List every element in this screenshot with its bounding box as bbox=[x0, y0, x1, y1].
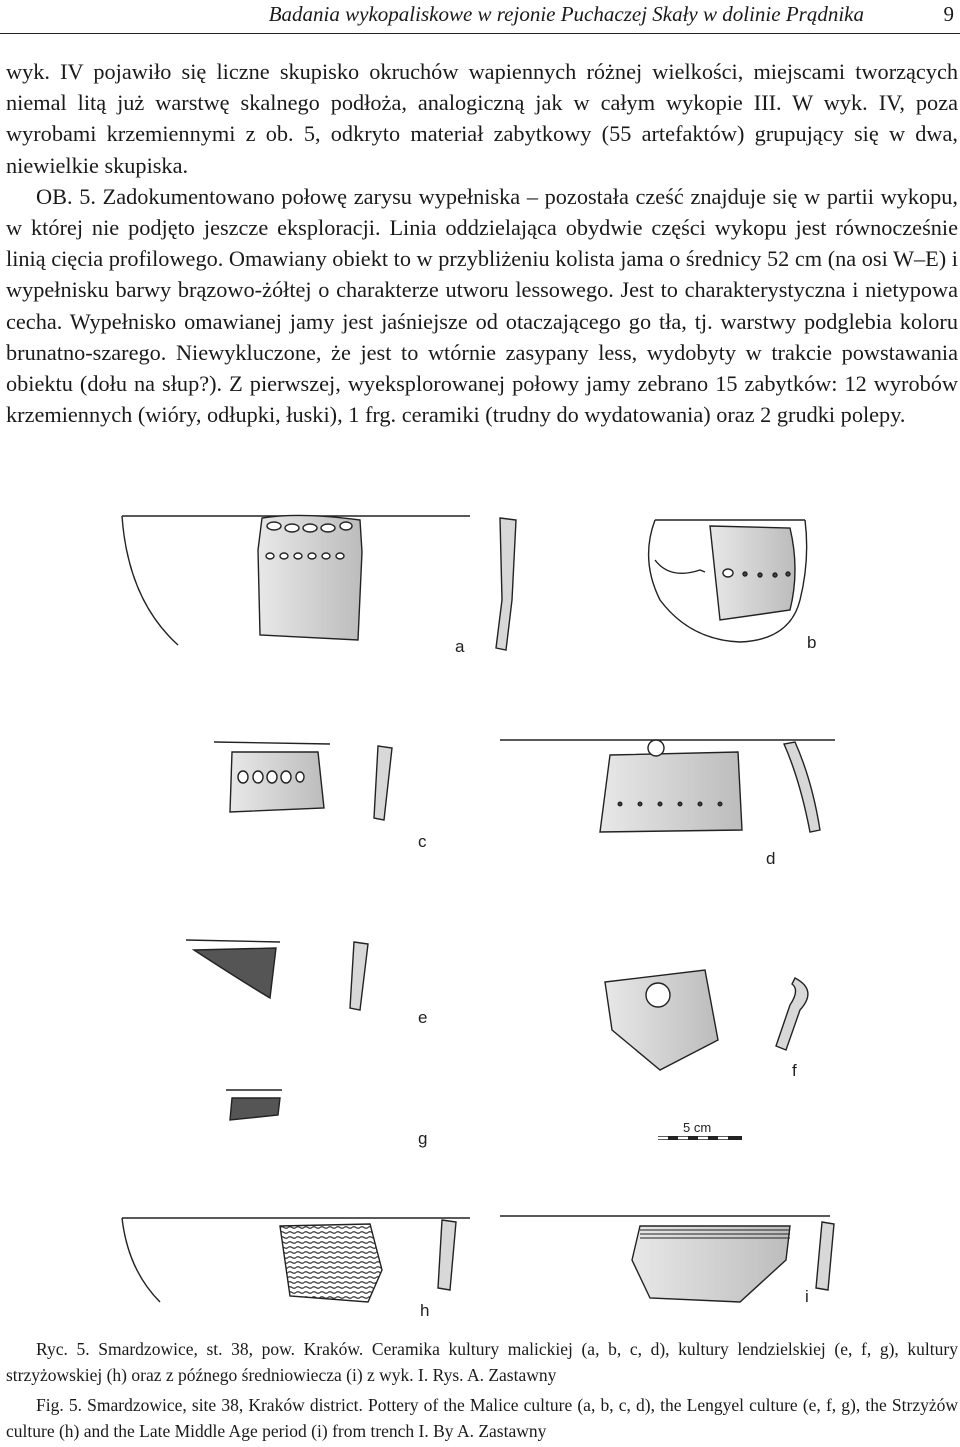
label-e: e bbox=[418, 1008, 428, 1027]
label-h: h bbox=[420, 1301, 430, 1320]
running-header bbox=[0, 0, 960, 36]
pottery-drawings bbox=[0, 490, 960, 1330]
sherd-a bbox=[122, 515, 516, 650]
sherd-e bbox=[186, 940, 368, 1010]
label-c: c bbox=[418, 832, 427, 851]
sherd-f bbox=[605, 970, 808, 1070]
label-d: d bbox=[766, 849, 776, 868]
pottery-figure bbox=[0, 490, 960, 1330]
sherd-d bbox=[500, 740, 835, 832]
label-g: g bbox=[418, 1129, 428, 1148]
caption-english bbox=[6, 1392, 958, 1444]
label-a: a bbox=[455, 637, 465, 656]
label-b: b bbox=[807, 633, 817, 652]
sherd-b bbox=[649, 520, 807, 642]
label-i: i bbox=[805, 1287, 809, 1306]
caption-polish-text: Ryc. 5. Smardzowice, st. 38, pow. Kraków. Ceramika kultury malickiej (a, b, c, d), kultury lendzielskiej (e, f, g), kultury strzyżowskiej (h) oraz z późnego średniowiecza (i) z wyk. I. Rys. A. Zastawny bbox=[6, 1339, 958, 1385]
sherd-h bbox=[122, 1218, 470, 1302]
label-f: f bbox=[792, 1061, 797, 1080]
paragraph-1: wyk. IV pojawiło się liczne skupisko okruchów wapiennych różnej wielkości, miejscami tworzących niemal litą już warstwę skalnego podłoża, analogiczną jak w całym wykopie III. W wyk. IV, poza wyrobami krzemiennymi z ob. 5, odkryto materiał zabytkowy (55 artefaktów) grupujący się w dwa, niewielkie skupiska. bbox=[6, 59, 958, 178]
scale-label: 5 cm bbox=[683, 1120, 712, 1135]
sherd-i bbox=[500, 1216, 834, 1302]
caption-polish bbox=[6, 1336, 958, 1388]
figure-labels bbox=[418, 633, 816, 1320]
header-rule bbox=[0, 33, 960, 34]
caption-english-text: Fig. 5. Smardzowice, site 38, Kraków district. Pottery of the Malice culture (a, b, c, d), the Lengyel culture (e, f, g), the Strzyżów culture (h) and the Late Middle Age period (i) from trench I. By A. Zastawny bbox=[6, 1395, 958, 1441]
page-number: 9 bbox=[943, 2, 954, 26]
sherd-c bbox=[214, 742, 392, 820]
main-text bbox=[6, 56, 958, 430]
running-title: Badania wykopaliskowe w rejonie Puchaczej Skały w dolinie Prądnika bbox=[268, 2, 864, 26]
sherd-g bbox=[226, 1090, 282, 1120]
paragraph-2: OB. 5. Zadokumentowano połowę zarysu wypełniska – pozostała cześć znajduje się w partii wykopu, w której nie podjęto jeszcze eksploracji. Linia oddzielająca obydwie części wykopu jest równocześnie linią cięcia profilowego. Omawiany obiekt to w przybliżeniu kolista jama o średnicy 52 cm (na osi W–E) i wypełnisku barwy brązowo-żółtej o charakterze utworu lessowego. Jest to charakterystyczna i nietypowa cecha. Wypełnisko omawianej jamy jest jaśniejsze od otaczającego go tła, tj. warstwy podglebia koloru brunatno-szarego. Niewykluczone, że jest to wtórnie zasypany less, wydobyty w trakcie powstawania obiektu (dołu na słup?). Z pierwszej, wyeksplorowanej połowy jamy zebrano 15 zabytków: 12 wyrobów krzemiennych (wióry, odłupki, łuski), 1 frg. ceramiki (trudny do wydatowania) oraz 2 grudki polepy. bbox=[6, 183, 958, 428]
